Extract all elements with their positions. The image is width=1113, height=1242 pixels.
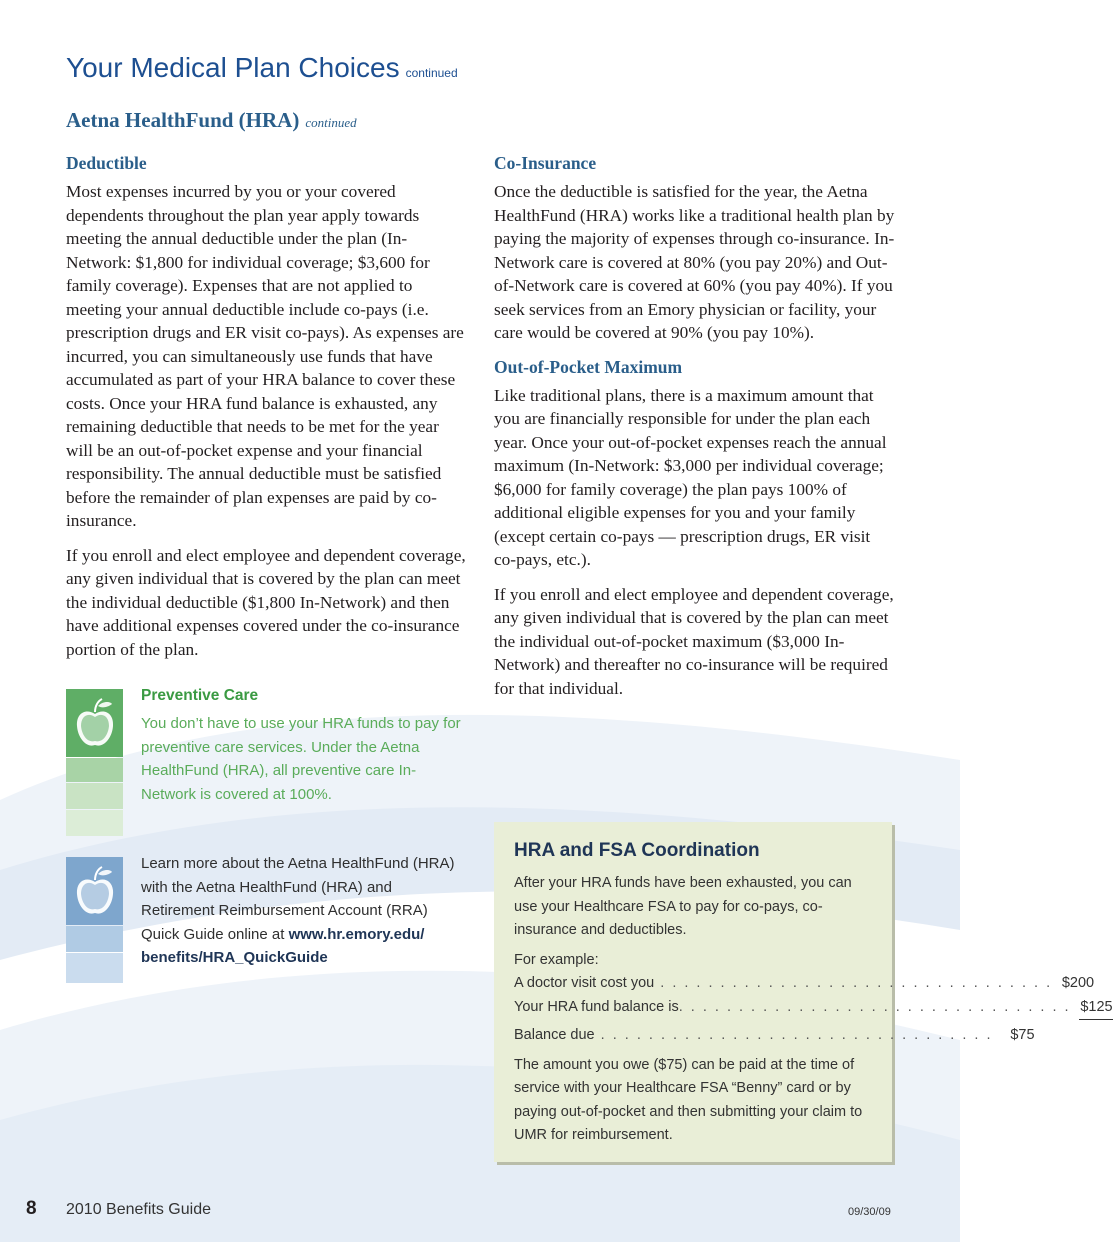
learn-more-strip-block <box>66 926 123 952</box>
example-row-label: Your HRA fund balance is <box>514 998 679 1015</box>
learn-more-strip-block <box>66 953 123 983</box>
preventive-icon-strip <box>66 689 123 837</box>
example-row-label: Balance due <box>514 1027 595 1043</box>
oop-heading: Out-of-Pocket Maximum <box>494 356 683 377</box>
deductible-paragraph-2: If you enroll and elect employee and dependent coverage, any given individual that is covered by the plan can meet the individual deductible ($1,800 In-Network) and then have additional expenses covered under the co-insurance portion of the plan. <box>66 545 466 659</box>
preventive-strip-block <box>66 758 123 782</box>
page-title <box>66 52 458 84</box>
coinsurance-heading: Co-Insurance <box>494 153 597 173</box>
leader-dots: . . . . . . . . . . . . . . . . . . . . . . . . . . . . . . . . . <box>678 998 1071 1015</box>
example-row-label: A doctor visit cost you <box>514 975 655 991</box>
learn-more-text: Learn more about the Aetna HealthFund (HRA) with the Aetna HealthFund (HRA) and Retirement Reimbursement Account (RRA) Quick Guide online at <box>141 855 455 943</box>
section-title <box>66 108 357 133</box>
section-title-continued: continued <box>305 115 357 130</box>
example-row-amount: $125 <box>1079 996 1113 1021</box>
coordination-intro: After your HRA funds have been exhausted, you can use your Healthcare FSA to pay for co-pays, co-insurance and deductibles. <box>514 875 852 938</box>
right-column <box>494 152 896 711</box>
deductible-heading: Deductible <box>66 153 147 173</box>
learn-more-callout <box>141 852 461 970</box>
apple-icon <box>66 857 123 925</box>
example-row-balance-due <box>514 1024 1035 1048</box>
page-title-continued: continued <box>405 66 458 80</box>
example-row-amount: $75 <box>1010 1027 1035 1043</box>
footer-guide-title: 2010 Benefits Guide <box>66 1201 211 1218</box>
coinsurance-paragraph: Once the deductible is satisfied for the year, the Aetna HealthFund (HRA) works like a traditional health plan by paying the majority of expenses through co-insurance. In-Network care is covered at 80% (you pay 20%) and Out-of-Network care is covered at 60% (you pay 40%). If you seek services from an Emory physician or facility, your care would be covered at 90% (you pay 10%). <box>494 182 895 342</box>
learn-more-icon-strip <box>66 857 123 984</box>
quick-guide-link[interactable]: www.hr.emory.edu/ benefits/HRA_QuickGuide <box>141 925 425 966</box>
deductible-paragraph-1: Most expenses incurred by you or your covered dependents throughout the plan year apply towards meeting the annual deductible under the plan (In-Network: $1,800 for individual coverage; $3,600 for family coverage). Expenses that are not applied to meeting your annual deductible include co-pays (i.e. prescription drugs and ER visit co-pays). As expenses are incurred, you can simultaneously use funds that have accumulated as part of your HRA balance to cover these costs. Once your HRA fund balance is exhausted, any remaining deductible that needs to be met for the year will be an out-of-pocket expense and your financial responsibility. The annual deductible must be satisfied before the remainder of plan expenses are paid by co-insurance. <box>66 182 464 530</box>
page-number: 8 <box>26 1198 37 1219</box>
example-row-hra-balance <box>514 996 1113 1021</box>
preventive-strip-block <box>66 810 123 836</box>
coordination-outro: The amount you owe ($75) can be paid at the time of service with your Healthcare FSA “Benny” card or by paying out-of-pocket and then submitting your claim to UMR for reimbursement. <box>514 1056 863 1143</box>
footer-date: 09/30/09 <box>848 1206 891 1218</box>
leader-dots: . . . . . . . . . . . . . . . . . . . . . . . . . . . . . . . . . <box>654 975 1053 991</box>
page-title-text: Your Medical Plan Choices <box>66 52 400 83</box>
preventive-care-callout <box>141 686 461 806</box>
leader-dots: . . . . . . . . . . . . . . . . . . . . . . . . . . . . . . . . . <box>594 1027 993 1043</box>
preventive-care-text: You don’t have to use your HRA funds to pay for preventive care services. Under the Aetna HealthFund (HRA), all preventive care In-Network is covered at 100%. <box>141 715 461 803</box>
section-title-text: Aetna HealthFund (HRA) <box>66 108 300 132</box>
apple-icon <box>66 689 123 757</box>
oop-paragraph-1: Like traditional plans, there is a maximum amount that you are financially responsible for under the plan each year. Once your out-of-pocket expenses reach the annual maximum (In-Network: $3,000 per individual coverage; $6,000 for family coverage) the plan pays 100% of additional eligible expenses for you and your family (except certain co-pays — prescription drugs, ER visit co-pays, etc.). <box>494 385 887 569</box>
example-row-amount: $200 <box>1061 975 1095 991</box>
oop-paragraph-2: If you enroll and elect employee and dependent coverage, any given individual that is covered by the plan can meet the individual out-of-pocket maximum ($3,000 In-Network) and thereafter no co-insurance will be required for that individual. <box>494 584 894 698</box>
coordination-title: HRA and FSA Coordination <box>514 840 760 861</box>
example-row-doctor-visit <box>514 972 1095 996</box>
preventive-strip-block <box>66 783 123 809</box>
left-column <box>66 152 468 672</box>
hra-fsa-coordination-box <box>494 822 1113 1162</box>
preventive-care-title: Preventive Care <box>141 687 259 704</box>
coordination-example-label: For example: <box>514 951 599 968</box>
